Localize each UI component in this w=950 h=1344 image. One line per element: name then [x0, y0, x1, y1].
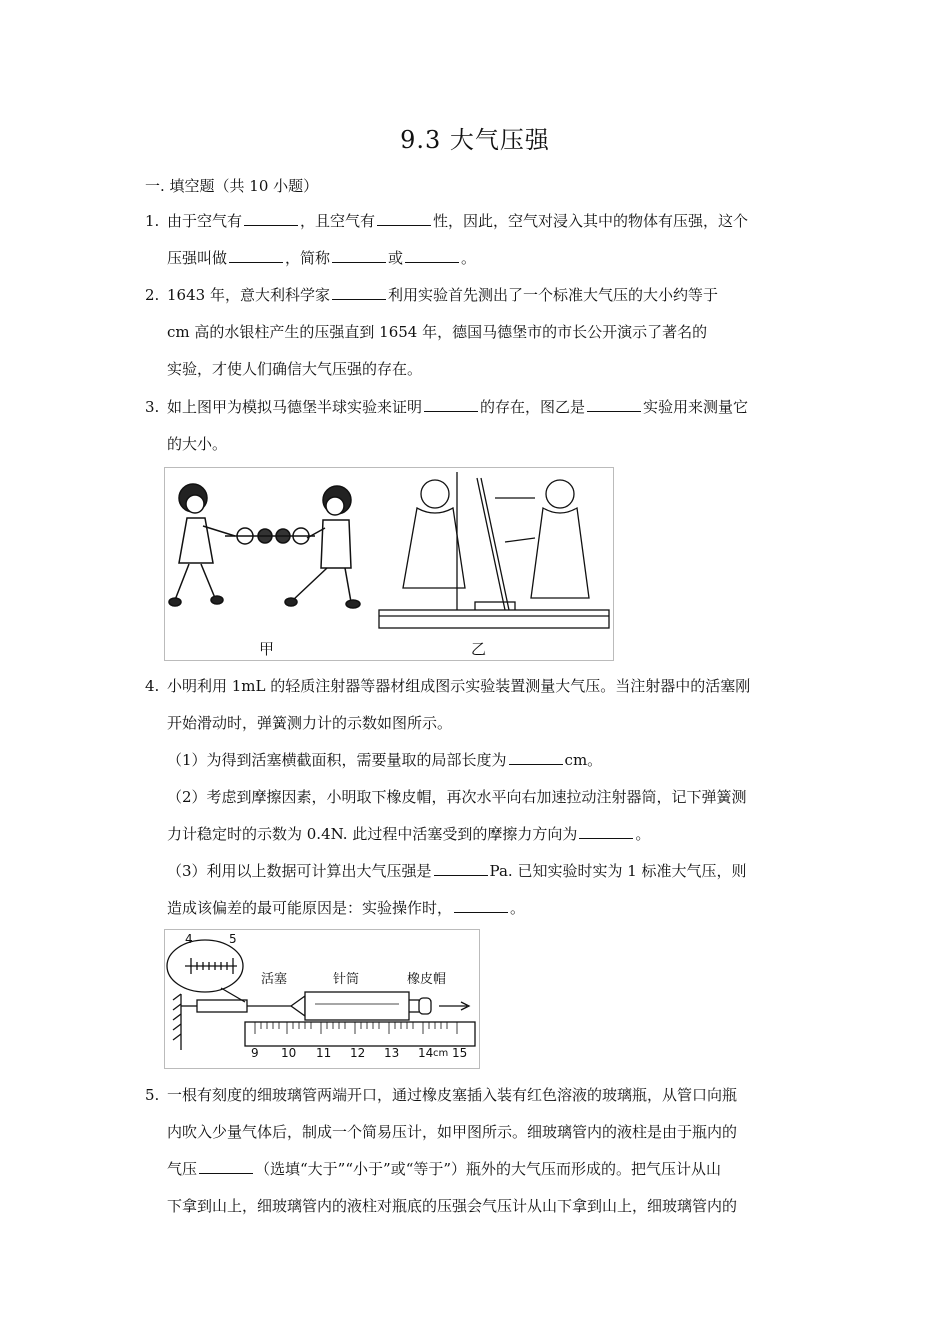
ruler-label: 14 [418, 1046, 434, 1060]
answer-blank[interactable] [509, 750, 563, 765]
section-heading: 一. 填空题（共 10 小题） [145, 177, 319, 195]
callout-tick-4: 4 [185, 932, 193, 946]
answer-blank[interactable] [434, 861, 488, 876]
magdeburg-torricelli-figure [164, 467, 614, 661]
answer-blank[interactable] [587, 397, 641, 412]
question-number: 4. [145, 677, 160, 695]
answer-blank[interactable] [579, 824, 633, 839]
answer-blank[interactable] [199, 1159, 253, 1174]
answer-blank[interactable] [424, 397, 478, 412]
callout-tick-5: 5 [229, 932, 237, 946]
answer-blank[interactable] [244, 211, 298, 226]
question-4: 4. 小明利用 1mL 的轻质注射器等器材组成图示实验装置测量大气压。当注射器中的活塞刚 开始滑动时，弹簧测力计的示数如图所示。 （1）为得到活塞横截面积，需要量取的局部长度为 cm。 （2）考虑到摩擦因素，小明取下橡皮帽，再次水平向右加速拉动注射器筒，记下弹簧测 力计稳定时的示数为 0.4N. 此过程中活塞受到的摩擦力方向为 。 （3）利用以上数据可计算出大气压强是 Pa. 已知实验时实为 1 标准大气压，则 造成该偏差的最可能原因是：实验操作时， 。 [145, 668, 810, 927]
ruler-label: 11 [316, 1046, 332, 1060]
question-5: 5. 一根有刻度的细玻璃管两端开口，通过橡皮塞插入装有红色溶液的玻璃瓶，从管口向瓶 内吹入少量气体后，制成一个简易压计，如甲图所示。细玻璃管内的液柱是由于瓶内的 气压 （选填“大于”“小于”或“等于”）瓶外的大气压而形成的。把气压计从山 下拿到山上，细玻璃管内的液柱对瓶底的压强会气压计从山下拿到山上，细玻璃管内的 [145, 1077, 810, 1225]
ruler-label: 12 [350, 1046, 366, 1060]
experiment-illustration [165, 468, 613, 660]
question-1: 1. 由于空气有 ，且空气有 性，因此，空气对浸入其中的物体有压强，这个 压强叫做 ，简称 或 。 [145, 203, 810, 277]
question-number: 5. [145, 1086, 160, 1104]
answer-blank[interactable] [332, 285, 386, 300]
figure-label-yi: 乙 [471, 640, 487, 658]
ruler-label: 10 [281, 1046, 297, 1060]
answer-blank[interactable] [332, 248, 386, 263]
label-rubber-cap: 橡皮帽 [407, 972, 447, 987]
syringe-figure [164, 929, 480, 1069]
answer-blank[interactable] [377, 211, 431, 226]
answer-blank[interactable] [405, 248, 459, 263]
question-number: 3. [145, 398, 160, 416]
ruler-label: 9 [251, 1046, 259, 1060]
question-3: 3. 如上图甲为模拟马德堡半球实验来证明 的存在，图乙是 实验用来测量它 的大小。 [145, 389, 810, 463]
label-piston: 活塞 [261, 972, 288, 987]
question-number: 1. [145, 212, 160, 230]
figure-label-jia: 甲 [259, 640, 275, 658]
label-barrel: 针筒 [333, 972, 360, 987]
ruler-unit: cm [433, 1048, 449, 1059]
ruler-label: 13 [384, 1046, 400, 1060]
page-title: 9.3 大气压强 [400, 126, 550, 154]
question-2: 2. 1643 年，意大利科学家 利用实验首先测出了一个标准大气压的大小约等于 cm 高的水银柱产生的压强直到 1654 年，德国马德堡市的市长公开演示了著名的 实验，才使人们确信大气压强的存在。 [145, 277, 810, 388]
answer-blank[interactable] [229, 248, 283, 263]
answer-blank[interactable] [454, 898, 508, 913]
ruler-label: 15 [452, 1046, 468, 1060]
question-number: 2. [145, 286, 160, 304]
